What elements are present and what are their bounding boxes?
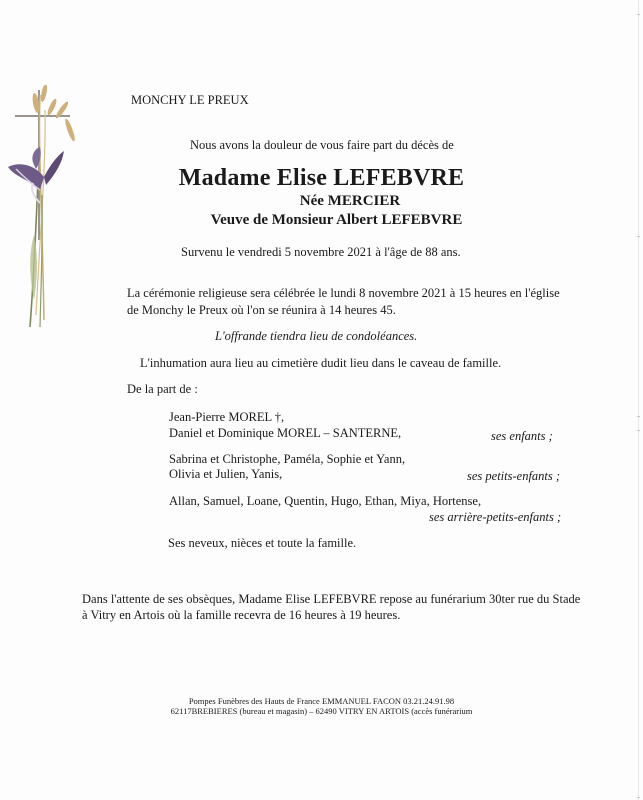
funeral-home-footer bbox=[0, 696, 643, 716]
great-grandchildren-line: Allan, Samuel, Loane, Quentin, Hugo, Ethan, Miya, Hortense, bbox=[169, 494, 482, 508]
vigil-line: à Vitry en Artois où la famille recevra de 16 heures à 19 heures. bbox=[82, 608, 401, 622]
deceased-name: Madame Elise LEFEBVRE bbox=[178, 165, 465, 191]
grandchildren-role: ses petits-enfants ; bbox=[467, 469, 561, 483]
vigil-line: Dans l'attente de ses obsèques, Madame Elise LEFEBVRE repose au funérarium 30ter rue du Stade bbox=[82, 592, 581, 606]
maiden-name: Née MERCIER bbox=[299, 193, 401, 209]
deceased-date: Survenu le vendredi 5 novembre 2021 à l'âge de 88 ans. bbox=[181, 245, 461, 259]
edge-mark bbox=[637, 797, 640, 798]
page-edge bbox=[638, 0, 639, 800]
other-family: Ses neveux, nièces et toute la famille. bbox=[168, 536, 357, 550]
grandchildren-line: Olivia et Julien, Yanis, bbox=[169, 467, 283, 481]
town-name: MONCHY LE PREUX bbox=[131, 93, 249, 107]
grandchildren-line: Sabrina et Christophe, Paméla, Sophie et Yann, bbox=[169, 452, 406, 466]
edge-mark bbox=[637, 430, 640, 431]
offering-note: L'offrande tiendra lieu de condoléances. bbox=[215, 329, 418, 343]
great-grandchildren-role: ses arrière-petits-enfants ; bbox=[429, 510, 562, 524]
edge-mark bbox=[637, 14, 640, 15]
edge-mark bbox=[637, 416, 640, 417]
children-line: Jean-Pierre MOREL †, bbox=[169, 410, 285, 424]
burial-note: L'inhumation aura lieu au cimetière dudit lieu dans le caveau de famille. bbox=[140, 356, 502, 370]
ceremony-paragraph bbox=[127, 285, 560, 319]
ceremony-line: de Monchy le Preux où l'on se réunira à 14 heures 45. bbox=[127, 303, 396, 317]
intro-text: Nous avons la douleur de vous faire part du décès de bbox=[190, 138, 454, 152]
children-line: Daniel et Dominique MOREL – SANTERNE, bbox=[169, 426, 402, 440]
footer-line: 62117BREBIERES (bureau et magasin) – 62490 VITRY EN ARTOIS (accès funérarium bbox=[170, 706, 473, 716]
from-label: De la part de : bbox=[127, 382, 198, 396]
ceremony-line: La cérémonie religieuse sera célébrée le lundi 8 novembre 2021 à 15 heures en l'église bbox=[127, 286, 560, 300]
vigil-paragraph bbox=[82, 591, 580, 623]
children-role: ses enfants ; bbox=[491, 429, 553, 443]
footer-line: Pompes Funèbres des Hauts de France EMMANUEL FACON 03.21.24.91.98 bbox=[188, 696, 455, 706]
edge-mark bbox=[637, 236, 640, 237]
widow-of: Veuve de Monsieur Albert LEFEBVRE bbox=[210, 212, 463, 228]
